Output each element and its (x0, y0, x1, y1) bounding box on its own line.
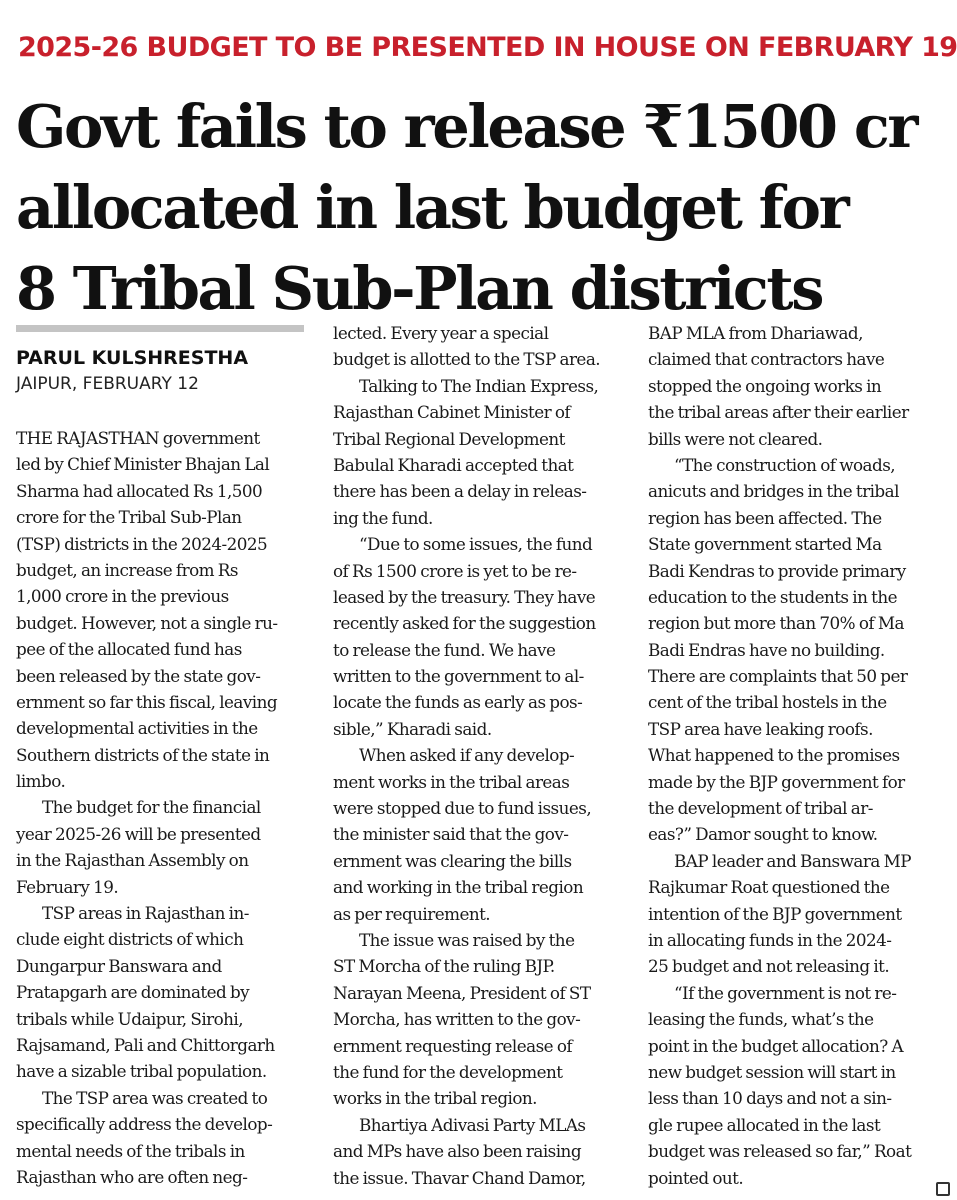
article-line: cent of the tribal hostels in the (648, 692, 887, 713)
article-line: THE RAJASTHAN government (16, 428, 260, 448)
byline-rule (16, 325, 304, 332)
article-line: the issue. Thavar Chand Damor, (333, 1167, 586, 1188)
article-line: anicuts and bridges in the tribal (648, 481, 899, 502)
article-column-3 (648, 320, 938, 1191)
article-line: new budget session will start in (648, 1061, 896, 1082)
article-line: The budget for the financial (42, 797, 261, 818)
article-line: Narayan Meena, President of ST (333, 982, 591, 1003)
article-line: February 19. (16, 876, 119, 897)
article-line: region but more than 70% of Ma (648, 613, 904, 634)
article-line: ST Morcha of the ruling BJP. (333, 956, 555, 977)
article-line: When asked if any develop- (359, 745, 575, 766)
article-line: Babulal Kharadi accepted that (333, 454, 574, 475)
article-line: Badi Endras have no building. (648, 639, 885, 660)
article-line: and MPs have also been raising (333, 1141, 582, 1162)
article-line: stopped the ongoing works in (648, 375, 882, 396)
article-line: ernment was clearing the bills (333, 850, 572, 871)
article-line: recently asked for the suggestion (333, 613, 596, 634)
article-line: (TSP) districts in the 2024-2025 (16, 533, 268, 554)
article-line: ing the fund. (333, 507, 433, 528)
article-line: ernment so far this fiscal, leaving (16, 691, 278, 712)
article-line: education to the students in the (648, 586, 897, 607)
article-line: TSP areas in Rajasthan in- (42, 903, 249, 924)
article-line: specifically address the develop- (16, 1114, 273, 1135)
headline-line: 8 Tribal Sub-Plan districts (16, 254, 823, 323)
article-line: The TSP area was created to (42, 1087, 268, 1108)
article-line: claimed that contractors have (648, 349, 885, 370)
kicker: 2025-26 BUDGET TO BE PRESENTED IN HOUSE ON FEBRUARY 19 (18, 32, 957, 63)
article-line: in the Rajasthan Assembly on (16, 850, 249, 871)
article-line: budget is allotted to the TSP area. (333, 349, 601, 370)
article-line: developmental activities in the (16, 718, 258, 739)
article-line: “The construction of woads, (674, 454, 896, 475)
article-line: ment works in the tribal areas (333, 771, 570, 792)
article-line: TSP area have leaking roofs. (648, 718, 873, 739)
corner-square-icon (936, 1182, 950, 1196)
article-line: and working in the tribal region (333, 877, 584, 898)
article-line: Rajkumar Roat questioned the (648, 877, 890, 898)
article-line: made by the BJP government for (648, 771, 905, 792)
article-line: Rajsamand, Pali and Chittorgarh (16, 1034, 275, 1055)
headline-line: Govt fails to release ₹1500 cr (16, 92, 917, 161)
article-line: mental needs of the tribals in (16, 1140, 245, 1161)
article-line: gle rupee allocated in the last (648, 1114, 881, 1135)
article-line: pointed out. (648, 1167, 744, 1188)
article-line: leasing the funds, what’s the (648, 1009, 874, 1030)
article-line: point in the budget allocation? A (648, 1035, 904, 1056)
article-line: the development of tribal ar- (648, 798, 873, 819)
article-line: Badi Kendras to provide primary (648, 560, 906, 581)
article-line: there has been a delay in releas- (333, 481, 587, 502)
article-line: the tribal areas after their earlier (648, 402, 909, 423)
article-line: locate the funds as early as pos- (333, 692, 583, 713)
article-line: intention of the BJP government (648, 903, 902, 924)
article-line: The issue was raised by the (359, 929, 575, 950)
headline-line: allocated in last budget for (16, 173, 848, 242)
article-line: clude eight districts of which (16, 929, 244, 950)
article-line: have a sizable tribal population. (16, 1061, 267, 1082)
article-line: leased by the treasury. They have (333, 586, 596, 607)
article-line: of Rs 1500 crore is yet to be re- (333, 560, 577, 581)
article-line: State government started Ma (648, 534, 882, 555)
article-line: the minister said that the gov- (333, 824, 569, 845)
article-line: Rajasthan who are often neg- (16, 1166, 248, 1187)
article-line: budget was released so far,” Roat (648, 1141, 912, 1162)
article-line: limbo. (16, 771, 66, 792)
article-line: led by Chief Minister Bhajan Lal (16, 454, 270, 475)
article-line: region has been affected. The (648, 507, 882, 528)
article-line: sible,” Kharadi said. (333, 718, 492, 739)
article-line: “Due to some issues, the fund (359, 534, 593, 555)
article-line: Rajasthan Cabinet Minister of (333, 402, 571, 423)
article-line: BAP leader and Banswara MP (674, 850, 911, 871)
headline (16, 86, 951, 329)
article-line: Dungarpur Banswara and (16, 955, 222, 976)
article-line: Tribal Regional Development (333, 428, 565, 449)
article-line: works in the tribal region. (333, 1088, 537, 1109)
article-line: written to the government to al- (333, 666, 584, 687)
article-line: crore for the Tribal Sub-Plan (16, 507, 242, 528)
article-line: year 2025-26 will be presented (16, 823, 261, 844)
article-line: budget. However, not a single ru- (16, 612, 278, 633)
article-line: Morcha, has written to the gov- (333, 1009, 581, 1030)
dateline: JAIPUR, FEBRUARY 12 (16, 374, 199, 394)
article-line: Southern districts of the state in (16, 744, 270, 765)
article-line: eas?” Damor sought to know. (648, 824, 878, 845)
article-line: as per requirement. (333, 903, 491, 924)
article-line: ernment requesting release of (333, 1035, 573, 1056)
article-column-1 (16, 425, 306, 1190)
byline: PARUL KULSHRESTHA (16, 347, 249, 369)
article-line: Pratapgarh are dominated by (16, 982, 250, 1003)
article-line: “If the government is not re- (674, 982, 897, 1003)
article-line: 25 budget and not releasing it. (648, 956, 890, 977)
article-line: Sharma had allocated Rs 1,500 (16, 480, 263, 501)
article-line: What happened to the promises (648, 745, 900, 766)
article-line: bills were not cleared. (648, 428, 823, 449)
article-line: less than 10 days and not a sin- (648, 1088, 892, 1109)
article-line: tribals while Udaipur, Sirohi, (16, 1008, 244, 1029)
article-line: the fund for the development (333, 1061, 563, 1082)
article-column-2 (333, 320, 623, 1191)
article-line: budget, an increase from Rs (16, 559, 238, 580)
article-line: to release the fund. We have (333, 639, 556, 660)
article-line: been released by the state gov- (16, 665, 261, 686)
article-line: There are complaints that 50 per (648, 666, 908, 687)
article-line: in allocating funds in the 2024- (648, 929, 892, 950)
article-line: were stopped due to fund issues, (333, 798, 592, 819)
article-line: Bhartiya Adivasi Party MLAs (359, 1114, 586, 1135)
article-line: pee of the allocated fund has (16, 639, 242, 660)
article-line: BAP MLA from Dhariawad, (648, 323, 863, 343)
article-line: 1,000 crore in the previous (16, 586, 229, 607)
article-line: lected. Every year a special (333, 323, 549, 343)
article-line: Talking to The Indian Express, (359, 375, 599, 396)
